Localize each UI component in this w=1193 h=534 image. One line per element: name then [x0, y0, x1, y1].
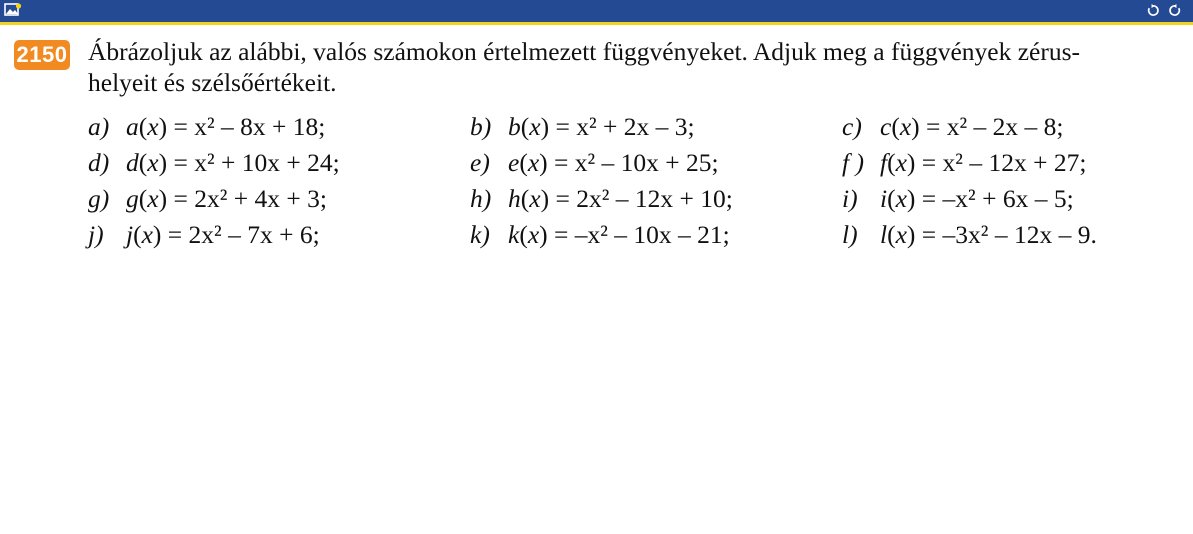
rotate-left-icon[interactable]	[1146, 4, 1159, 17]
function-item-f: f ) f(x) = x² – 12x + 27;	[842, 148, 1087, 177]
function-name: g	[126, 184, 139, 213]
function-item-g: g) g(x) = 2x² + 4x + 3;	[88, 184, 327, 213]
item-label: e)	[470, 148, 490, 177]
top-toolbar	[0, 0, 1193, 25]
function-name: b	[508, 112, 521, 141]
problem-number-badge: 2150	[14, 40, 70, 70]
item-label: i)	[842, 184, 858, 213]
function-expression: –x² + 6x – 5;	[942, 184, 1074, 213]
function-item-j: j) j(x) = 2x² – 7x + 6;	[88, 220, 320, 249]
function-item-e: e) e(x) = x² – 10x + 25;	[470, 148, 719, 177]
function-item-d: d) d(x) = x² + 10x + 24;	[88, 148, 340, 177]
function-expression: x² + 2x – 3;	[576, 112, 695, 141]
function-item-i: i) i(x) = –x² + 6x – 5;	[842, 184, 1074, 213]
function-name: e	[508, 148, 520, 177]
function-expression: x² – 12x + 27;	[942, 148, 1087, 177]
function-name: k	[508, 220, 520, 249]
item-label: d)	[88, 148, 110, 177]
function-expression: –x² – 10x – 21;	[574, 220, 730, 249]
function-expression: –3x² – 12x – 9.	[942, 220, 1097, 249]
rotate-right-icon[interactable]	[1169, 4, 1182, 17]
prompt-line-1: Ábrázoljuk az alábbi, valós számokon értelmezett függvényeket. Adjuk meg a függvények zérus-	[88, 37, 1081, 66]
function-name: l	[880, 220, 888, 249]
item-label: k)	[470, 220, 490, 249]
function-row	[0, 112, 1193, 142]
function-name: j	[126, 220, 134, 249]
function-name: f	[880, 148, 888, 177]
function-name: h	[508, 184, 521, 213]
function-item-c: c) c(x) = x² – 2x – 8;	[842, 112, 1064, 141]
function-row	[0, 220, 1193, 250]
function-name: c	[880, 112, 892, 141]
function-name: d	[126, 148, 139, 177]
function-name: i	[880, 184, 888, 213]
function-expression: 2x² – 7x + 6;	[188, 220, 320, 249]
function-item-l: l) l(x) = –3x² – 12x – 9.	[842, 220, 1097, 249]
item-label: f )	[842, 148, 864, 177]
function-expression: x² – 2x – 8;	[946, 112, 1064, 141]
prompt-line-2: helyeit és szélsőértékeit.	[88, 68, 337, 97]
function-item-a: a) a(x) = x² – 8x + 18;	[88, 112, 326, 141]
function-expression: x² – 10x + 25;	[574, 148, 719, 177]
image-gallery-icon[interactable]	[4, 2, 22, 20]
item-label: a)	[88, 112, 110, 141]
item-label: g)	[88, 184, 110, 213]
function-row	[0, 184, 1193, 214]
item-label: j)	[88, 220, 104, 249]
function-expression: 2x² + 4x + 3;	[194, 184, 327, 213]
item-label: b)	[470, 112, 492, 141]
function-row	[0, 148, 1193, 178]
function-expression: 2x² – 12x + 10;	[576, 184, 733, 213]
problem-prompt	[88, 36, 1193, 98]
function-item-k: k) k(x) = –x² – 10x – 21;	[470, 220, 730, 249]
item-label: h)	[470, 184, 492, 213]
function-expression: x² – 8x + 18;	[194, 112, 326, 141]
function-item-h: h) h(x) = 2x² – 12x + 10;	[470, 184, 733, 213]
function-name: a	[126, 112, 139, 141]
function-item-b: b) b(x) = x² + 2x – 3;	[470, 112, 695, 141]
item-label: c)	[842, 112, 862, 141]
item-label: l)	[842, 220, 858, 249]
function-expression: x² + 10x + 24;	[194, 148, 340, 177]
